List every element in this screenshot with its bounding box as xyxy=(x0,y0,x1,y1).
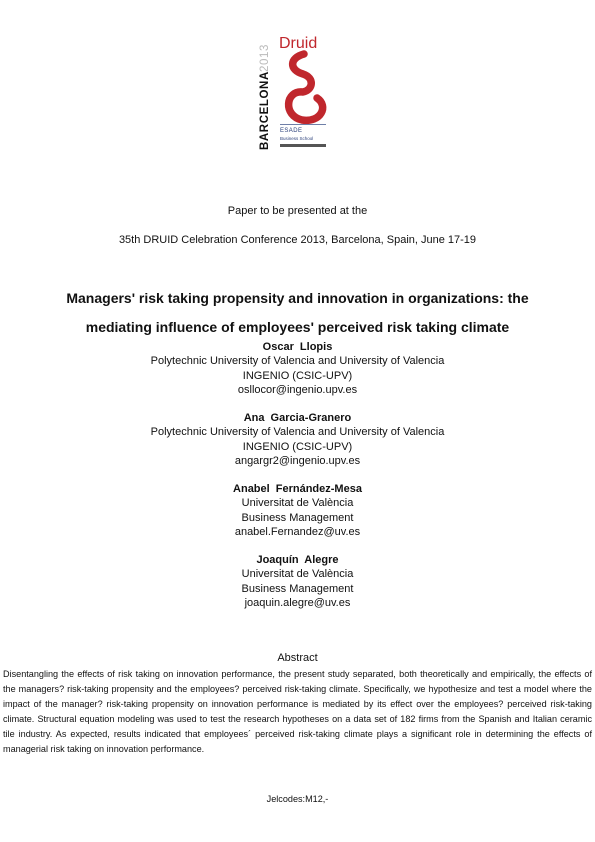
author-affiliation: Polytechnic University of Valencia and University of Valencia xyxy=(150,426,445,439)
author-department: Business Management xyxy=(241,511,354,524)
author-name: Anabel Fernández-Mesa xyxy=(233,483,362,495)
logo-sponsor-bar xyxy=(280,144,326,147)
author-name: Joaquín Alegre xyxy=(256,554,339,566)
conference-line: 35th DRUID Celebration Conference 2013, Barcelona, Spain, June 17-19 xyxy=(118,234,477,246)
logo-brand: Druid xyxy=(279,35,318,52)
author-affiliation: Universitat de València xyxy=(241,497,354,510)
author-institute: INGENIO (CSIC-UPV) xyxy=(242,440,353,453)
author-affiliation: Universitat de València xyxy=(241,568,354,581)
paper-title-line-1: Managers' risk taking propensity and innovation in organizations: the xyxy=(66,290,529,306)
author-email[interactable]: osllocor@ingenio.upv.es xyxy=(237,383,358,396)
author-block xyxy=(0,553,595,610)
author-block xyxy=(0,482,595,539)
presented-line: Paper to be presented at the xyxy=(227,205,368,217)
author-block xyxy=(0,340,595,397)
logo-sponsor-2: Business School xyxy=(280,136,314,141)
abstract-heading: Abstract xyxy=(277,652,318,664)
author-department: Business Management xyxy=(241,582,354,595)
jel-codes: Jelcodes:M12,- xyxy=(266,794,329,804)
author-institute: INGENIO (CSIC-UPV) xyxy=(242,369,353,382)
author-email[interactable]: anabel.Fernandez@uv.es xyxy=(234,525,361,538)
author-block xyxy=(0,411,595,468)
author-email[interactable]: angargr2@ingenio.upv.es xyxy=(234,454,361,467)
logo-sponsor-rule xyxy=(280,124,326,125)
druid-logo-icon xyxy=(255,32,335,154)
logo-year: 2013 xyxy=(259,44,271,72)
logo-sponsor-1: ESADE xyxy=(280,128,303,134)
author-name: Oscar Llopis xyxy=(262,341,333,353)
logo-swirl-shape xyxy=(289,54,323,120)
author-email[interactable]: joaquin.alegre@uv.es xyxy=(244,596,351,609)
author-name: Ana Garcia-Granero xyxy=(243,412,352,424)
paper-title-line-2: mediating influence of employees' perceived risk taking climate xyxy=(85,319,510,335)
author-affiliation: Polytechnic University of Valencia and University of Valencia xyxy=(150,355,445,368)
logo-city: BARCELONA xyxy=(259,71,271,150)
abstract-body: Disentangling the effects of risk taking on innovation performance, the present study separated, both theoretically and empirically, the effects of the managers? risk-taking propensity and the employees? perceived risk-taking climate. Specifically, we hypothesize and test a model where the impact of the manager? risk-taking propensity on innovation performance is mediated by its effect over the employees? perceived risk-taking climate. Structural equation modeling was used to test the research hypotheses on a data set of 182 firms from the Spanish and Italian ceramic tile industry. As expected, results indicated that employees´ perceived risk-taking climate plays a significant role in determining the effects of managerial risk taking on innovation performance. xyxy=(3,669,592,754)
